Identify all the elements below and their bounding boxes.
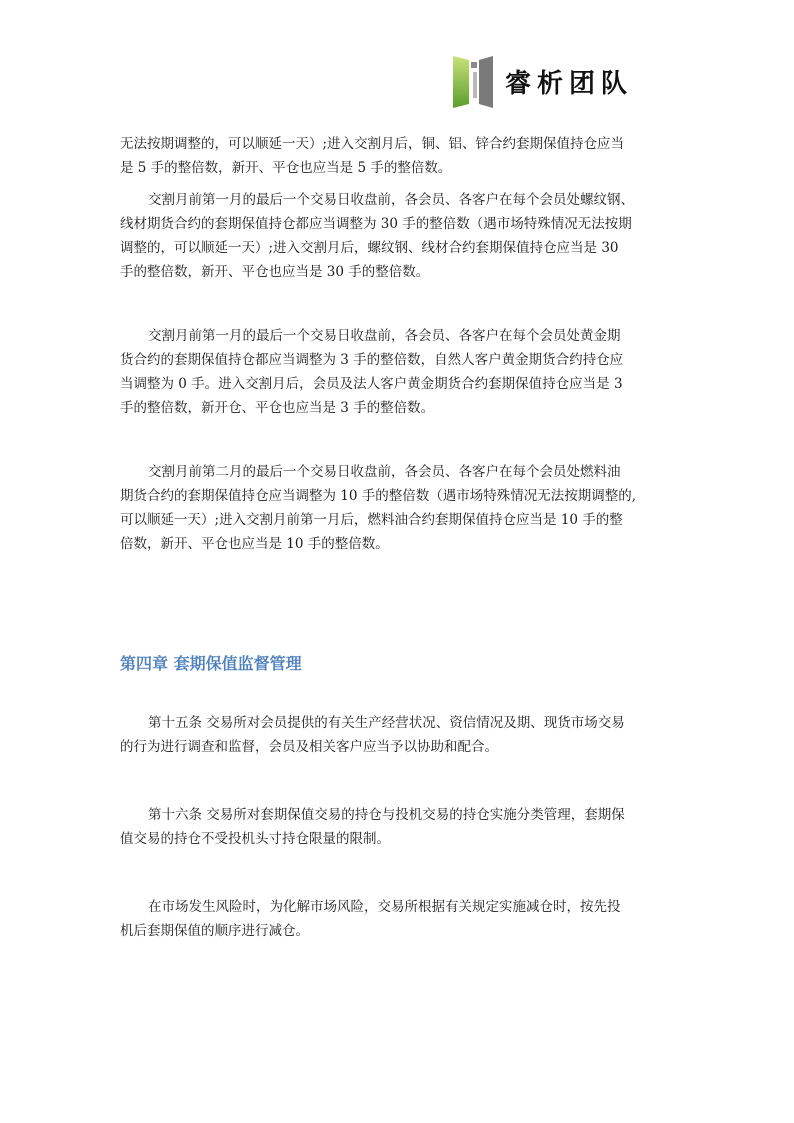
paragraph-line: 是 5 手的整倍数，新开、平仓也应当是 5 手的整倍数。 bbox=[120, 160, 452, 176]
paragraph-line: 无法按期调整的，可以顺延一天）;进入交割月后，铜、铝、锌合约套期保值持仓应当 bbox=[120, 136, 625, 152]
chapter-heading: 第四章 套期保值监督管理 bbox=[120, 654, 302, 673]
paragraph-line: 第十六条 交易所对套期保值交易的持仓与投机交易的持仓实施分类管理，套期保 bbox=[148, 807, 625, 823]
paragraph-line: 在市场发生风险时，为化解市场风险，交易所根据有关规定实施减仓时，按先投 bbox=[148, 899, 621, 915]
paragraph-line: 线材期货合约的套期保值持仓都应当调整为 30 手的整倍数（遇市场特殊情况无法按期 bbox=[120, 216, 632, 232]
paragraph-line: 倍数，新开、平仓也应当是 10 手的整倍数。 bbox=[120, 536, 389, 552]
paragraph-line: 期货合约的套期保值持仓应当调整为 10 手的整倍数（遇市场特殊情况无法按期调整的, bbox=[120, 488, 637, 504]
paragraph-line: 可以顺延一天）;进入交割月前第一月后，燃料油合约套期保值持仓应当是 10 手的整 bbox=[120, 512, 623, 528]
paragraph-line: 交割月前第一月的最后一个交易日收盘前，各会员、各客户在每个会员处黄金期 bbox=[148, 328, 621, 344]
logo-mark-icon bbox=[451, 54, 495, 108]
paragraph-line: 当调整为 0 手。进入交割月后，会员及法人客户黄金期货合约套期保值持仓应当是 3 bbox=[120, 376, 623, 392]
logo-text: 睿析团队 bbox=[505, 68, 634, 99]
paragraph-line: 机后套期保值的顺序进行减仓。 bbox=[120, 923, 309, 939]
paragraph-line: 交割月前第一月的最后一个交易日收盘前，各会员、各客户在每个会员处螺纹钢、 bbox=[148, 192, 634, 208]
paragraph-line: 的行为进行调查和监督，会员及相关客户应当予以协助和配合。 bbox=[120, 739, 498, 755]
logo bbox=[451, 54, 633, 108]
paragraph-line: 值交易的持仓不受投机头寸持仓限量的限制。 bbox=[120, 831, 390, 847]
paragraph-line: 手的整倍数，新开、平仓也应当是 30 手的整倍数。 bbox=[120, 264, 430, 280]
paragraph-line: 手的整倍数，新开仓、平仓也应当是 3 手的整倍数。 bbox=[120, 400, 435, 416]
paragraph-line: 调整的，可以顺延一天）;进入交割月后，螺纹钢、线材合约套期保值持仓应当是 30 bbox=[120, 240, 619, 256]
paragraph-line: 第十五条 交易所对会员提供的有关生产经营状况、资信情况及期、现货市场交易 bbox=[148, 715, 625, 731]
paragraph-line: 货合约的套期保值持仓都应当调整为 3 手的整倍数，自然人客户黄金期货合约持仓应 bbox=[120, 352, 624, 368]
paragraph-line: 交割月前第二月的最后一个交易日收盘前，各会员、各客户在每个会员处燃料油 bbox=[148, 464, 621, 480]
